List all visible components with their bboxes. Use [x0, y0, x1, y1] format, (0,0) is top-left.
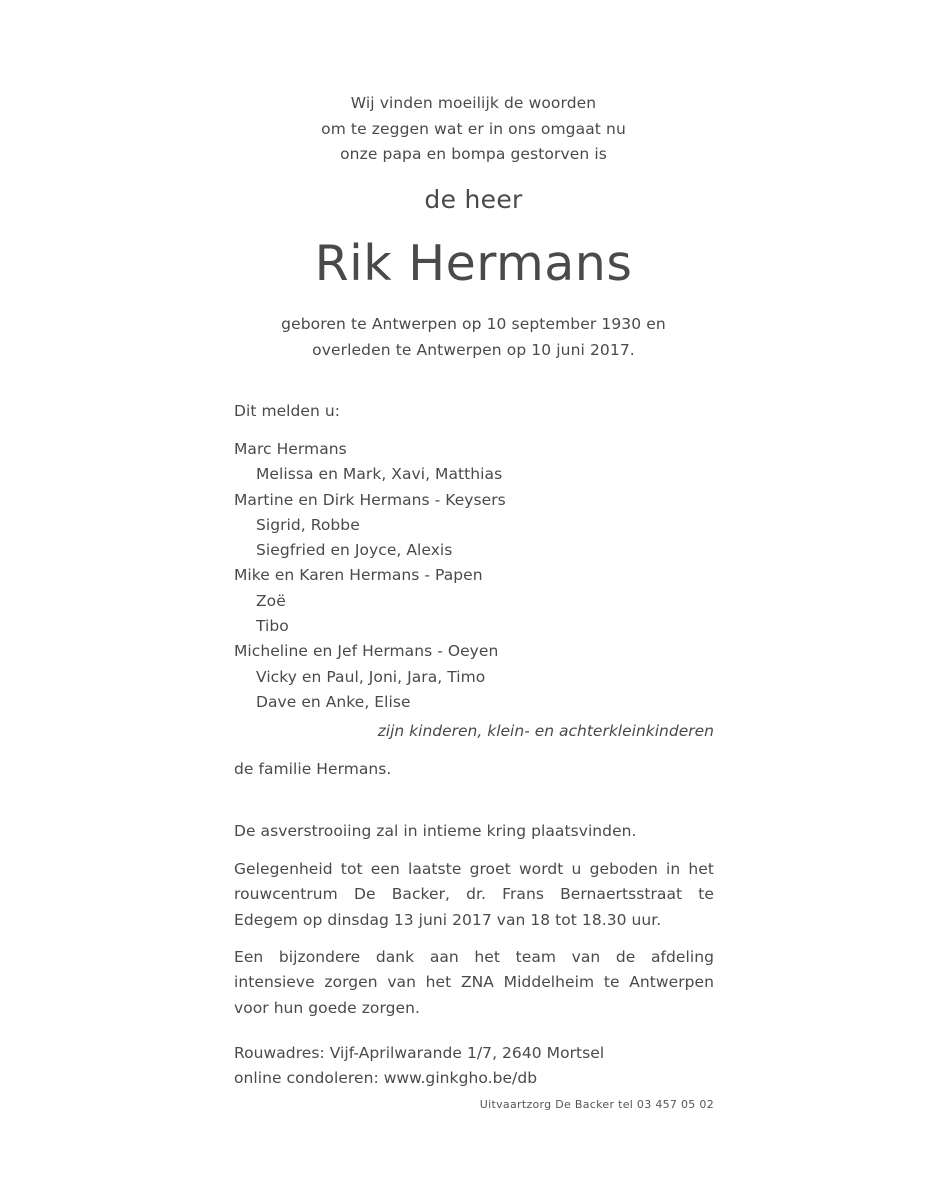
relation-caption: zijn kinderen, klein- en achterkleinkinderen — [377, 722, 714, 740]
grandchildren: Tibo — [256, 617, 289, 636]
intro-line: om te zeggen wat er in ons omgaat nu — [321, 119, 626, 138]
birth-death-dates — [0, 311, 947, 363]
scattering-paragraph: De asverstrooiing zal in intieme kring plaatsvinden. — [234, 822, 637, 840]
intro-verse — [0, 91, 947, 168]
funeral-director-footer: Uitvaartzorg De Backer tel 03 457 05 02 — [479, 1098, 714, 1111]
grandchildren: Sigrid, Robbe — [256, 515, 360, 534]
death-line: overleden te Antwerpen op 10 juni 2017. — [312, 341, 635, 359]
farewell-paragraph: Gelegenheid tot een laatste groet wordt u geboden in het rouwcentrum De Backer, dr. Frans Bernaertsstraat te Edegem op dinsdag 13 juni 2017 van 18 tot 18.30 uur. — [234, 860, 714, 929]
address-block — [234, 1041, 714, 1092]
announce-text: Dit melden u: — [234, 402, 341, 420]
intro-line: onze papa en bompa gestorven is — [340, 145, 607, 163]
family-member: Micheline en Jef Hermans - Oeyen — [234, 642, 499, 661]
family-member: Mike en Karen Hermans - Papen — [234, 566, 483, 585]
family-member: Martine en Dirk Hermans - Keysers — [234, 490, 506, 509]
grandchildren: Siegfried en Joyce, Alexis — [256, 541, 453, 560]
grandchildren: Dave en Anke, Elise — [256, 692, 411, 711]
birth-line: geboren te Antwerpen op 10 september 1930 en — [281, 315, 666, 333]
family-name: de familie Hermans. — [234, 760, 392, 778]
intro-line: Wij vinden moeilijk de woorden — [350, 94, 597, 112]
grandchildren: Zoë — [256, 591, 286, 610]
mourning-address: Rouwadres: Vijf-Aprilwarande 1/7, 2640 Mortsel — [234, 1044, 605, 1062]
grandchildren: Melissa en Mark, Xavi, Matthias — [256, 465, 503, 484]
thanks-paragraph: Een bijzondere dank aan het team van de afdeling intensieve zorgen van het ZNA Middelheim te Antwerpen voor hun goede zorgen. — [234, 948, 714, 1017]
family-member: Marc Hermans — [234, 440, 347, 458]
grandchildren: Vicky en Paul, Joni, Jara, Timo — [256, 667, 486, 686]
deceased-name: Rik Hermans — [314, 235, 633, 292]
condolences-link[interactable]: online condoleren: www.ginkgho.be/db — [234, 1069, 538, 1088]
family-list — [234, 437, 714, 715]
honorific: de heer — [424, 185, 523, 214]
